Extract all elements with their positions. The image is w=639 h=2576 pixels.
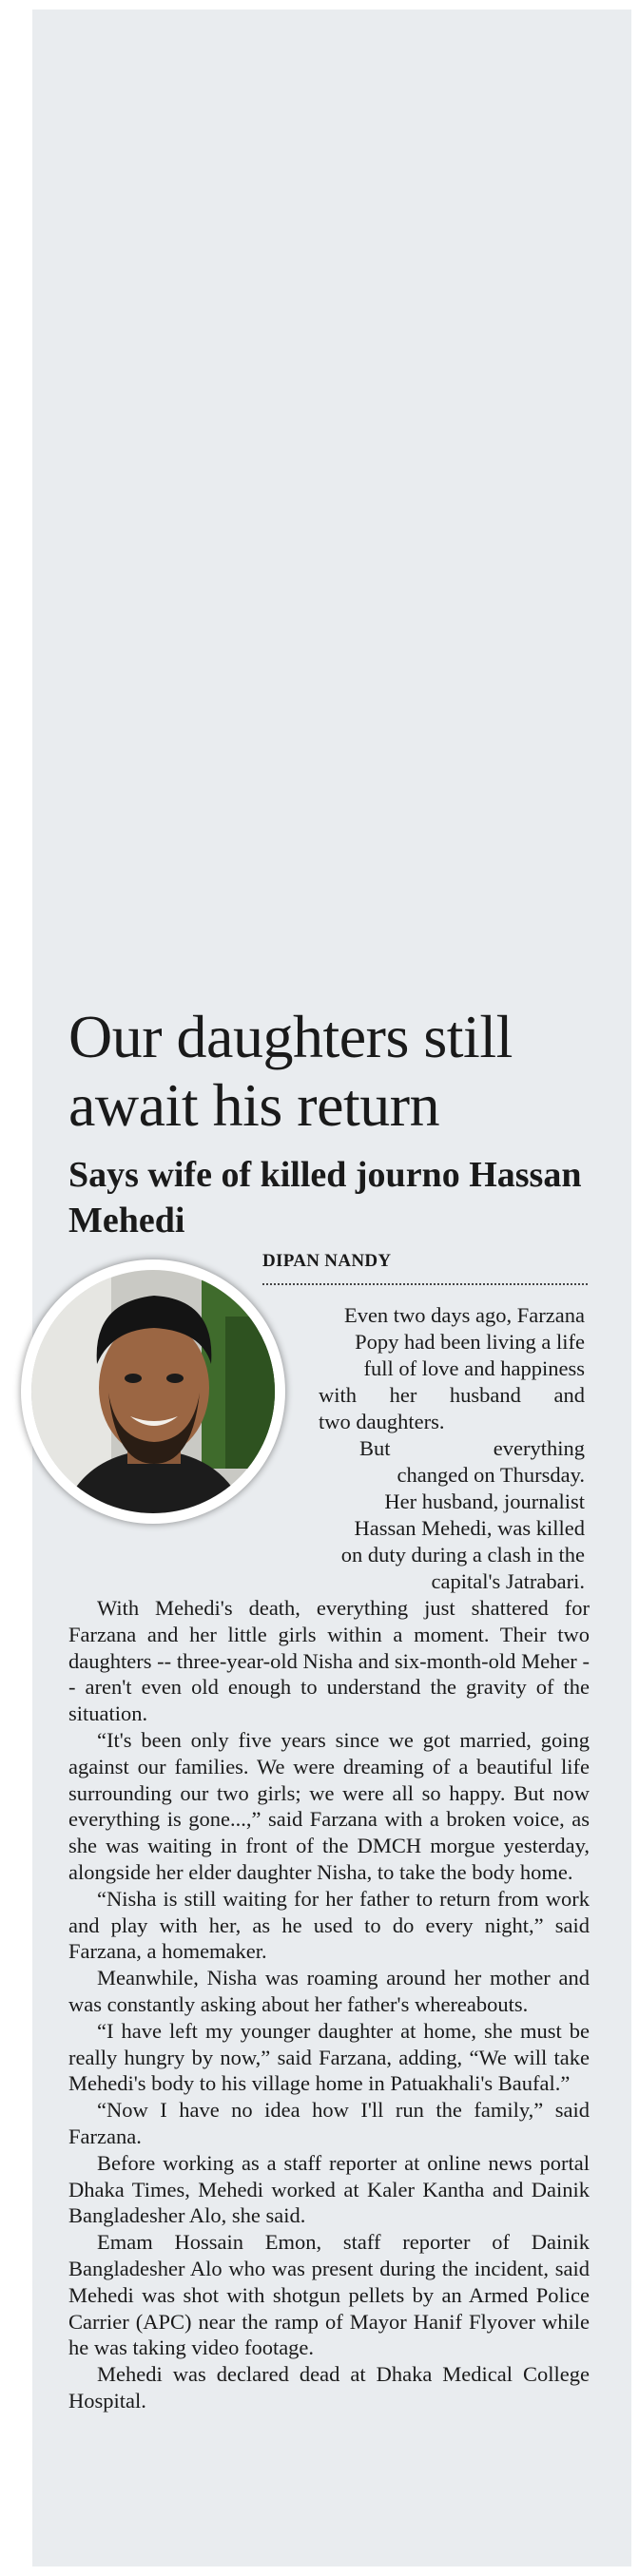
wrap-line: Popy had been living a life [355,1330,585,1354]
paragraph: “I have left my younger daughter at home, she must be really hungry by now,” said Farzana, adding, “We will take Mehedi's body to his village home in Patuakhali's Baufal.” [68,2018,590,2096]
wrap-line: full of love and happiness [363,1356,585,1380]
reporter-photo [21,1259,285,1524]
wrap-line: with her husband and [319,1383,585,1407]
paragraph: With Mehedi's death, everything just shattered for Farzana and her little girls within a moment. Their two daughters -- three-year-old Nisha and six-month-old Meher -- aren't even old enough to understand the gravity of the situation. [68,1596,590,1726]
wrap-line: But everything [359,1436,585,1460]
wrap-line: two daughters. [319,1410,445,1433]
wrap-line: Hassan Mehedi, was killed [354,1516,585,1540]
headline: Our daughters still await his return [68,1003,513,1139]
wrap-line: changed on Thursday. [397,1463,585,1487]
byline: DIPAN NANDY [262,1251,392,1271]
paragraph: Before working as a staff reporter at online news portal Dhaka Times, Mehedi worked at Kaler Kantha and Dainik Bangladesher Alo, she said. [68,2150,590,2228]
wrap-line: on duty during a clash in the [340,1543,585,1567]
paragraph: Meanwhile, Nisha was roaming around her mother and was constantly asking about her father's whereabouts. [68,1966,590,2016]
paragraph: Emam Hossain Emon, staff reporter of Dainik Bangladesher Alo who was present during the incident, said Mehedi was shot with shotgun pellets by an Armed Police Carrier (APC) near the ramp of Mayor Hanif Flyover while he was taking video footage. [68,2230,590,2360]
byline-divider [262,1283,588,1285]
paragraph: Mehedi was declared dead at Dhaka Medical College Hospital. [68,2362,590,2413]
article-body [68,1595,590,2414]
paragraph: “It's been only five years since we got married, going against our families. We were dreaming of a beautiful life surrounding our two girls; we were all so happy. But now everything is gone...,” said Farzana with a broken voice, as she was waiting in front of the DMCH morgue yesterday, alongside her elder daughter Nisha, to take the body home. [68,1727,590,1884]
paragraph: “Now I have no idea how I'll run the family,” said Farzana. [68,2098,590,2148]
paragraph: “Nisha is still waiting for her father to return from work and play with her, as he used to do every night,” said Farzana, a homemaker. [68,1886,590,1964]
wrap-line: capital's Jatrabari. [431,1569,585,1593]
wrap-line: Even two days ago, Farzana [343,1303,585,1327]
wrap-line: Her husband, journalist [384,1490,585,1513]
subheadline: Says wife of killed journo Hassan Mehedi [68,1155,582,1240]
